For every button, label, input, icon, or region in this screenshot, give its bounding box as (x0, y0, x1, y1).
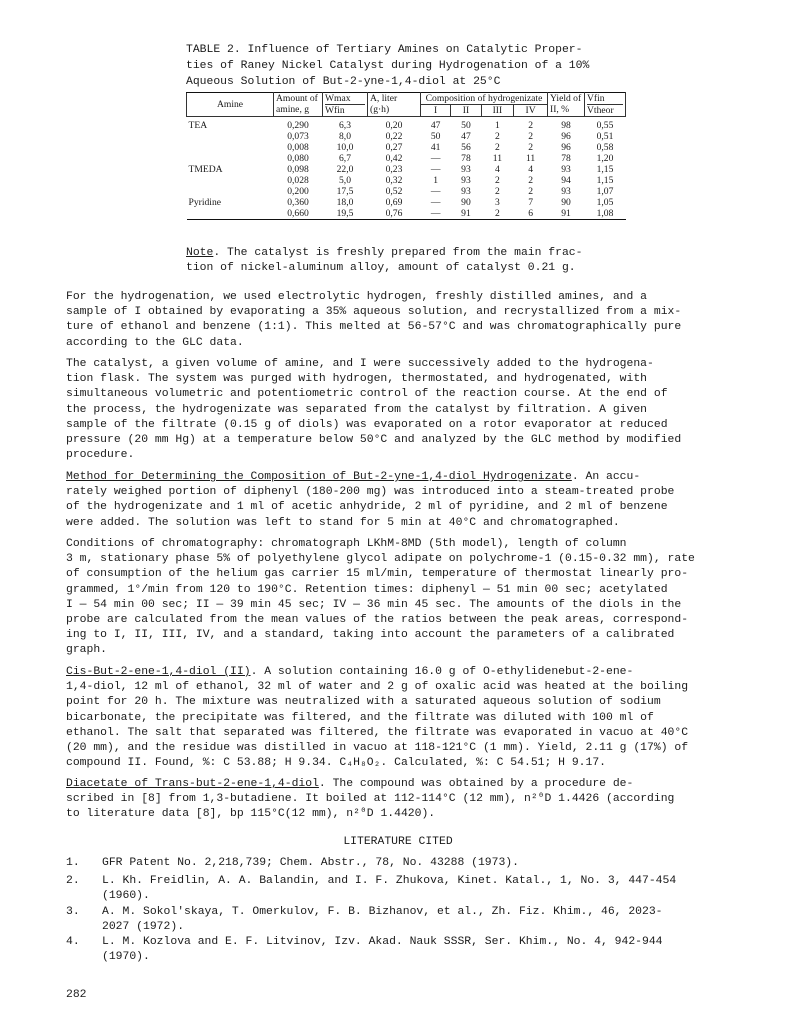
col-header-comp-ii: II (451, 105, 481, 117)
reference-number: 1. (66, 857, 80, 869)
col-header-amine: Amine (187, 93, 274, 117)
col-header-w-ratio (323, 93, 368, 117)
method-title: Method for Determining the Composition of But-2-yne-1,4-diol Hydrogenizate (66, 471, 572, 483)
cell-a: 0,23 0,32 0,52 (385, 164, 403, 197)
col-header-a: A, liter (g·h) (368, 93, 421, 117)
cell-comp-ii: 90 91 (451, 197, 481, 220)
cis-diol-body: . A solution containing 16.0 g of O-ethylidenebut-2-ene- 1,4-diol, 12 ml of ethanol, 32 ml of water and 2 g of oxalic acid was heated at the boiling point for 20 h. The mixture was neutralized with a saturated aqueous solution of sodium bicarbonate, the precipitate was filtered, and the filtrate was diluted with 100 ml of ethanol. The salt that separated was filtered, the filtrate was evaporated in vacuo at 40°C (20 mm), and the residue was distilled in vacuo at 118-121°C (1 mm). Yield, 2.11 g (17%) of compound II. Found, %: C 53.88; H 9.34. C₄H₈O₂. Calculated, %: C 54.51; H 9.17. (66, 666, 689, 770)
col-header-v-ratio (585, 93, 626, 117)
cell-amount: 0,098 0,028 0,200 (287, 164, 309, 197)
cell-comp-iii: 3 2 (481, 197, 514, 220)
table-note (186, 246, 626, 276)
diacetate-body: . The compound was obtained by a procedure de- scribed in [8] from 1,3-butadiene. It boiled at 112-114°C (12 mm), n²⁰D 1.4426 (according to literature data [8], bp 115°C(12 mm), n²⁰D 1.4420). (66, 778, 675, 821)
cell-amine: Pyridine (187, 197, 274, 220)
note-text: . The catalyst is freshly prepared from the main frac- tion of nickel-aluminum alloy, amount of catalyst 0.21 g. (186, 247, 583, 274)
cell-comp-i: — — (421, 197, 451, 220)
data-table (186, 92, 626, 220)
cell-comp-ii: 93 93 93 (461, 164, 471, 197)
method-body: . An accu- rately weighed portion of diphenyl (180-200 mg) was introduced into a steam-treated probe of the hydrogenizate and 1 ml of acetic anhydride, 2 ml of pyridine, and 2 ml of benzene were added. The solution was left to stand for 5 min at 40°C and chromatographed. (66, 471, 675, 529)
cell-comp-iv: 4 2 2 (528, 164, 533, 197)
paragraph-cis-diol (66, 665, 746, 771)
col-header-amount: Amount of amine, g (274, 93, 323, 117)
cell-comp-ii: 50 47 56 78 (461, 120, 471, 164)
reference-text: A. M. Sokol'skaya, T. Omerkulov, F. B. Bizhanov, et al., Zh. Fiz. Khim., 46, 2023- 2027 (1972). (102, 906, 663, 934)
paragraph-method (66, 470, 746, 531)
col-header-comp-iii: III (481, 105, 514, 117)
col-header-yield: Yield of II, % (548, 93, 585, 117)
col-header-composition: Composition of hydrogenizate (421, 93, 548, 105)
paragraph-diacetate (66, 777, 746, 823)
paragraph-chromatography: Conditions of chromatography: chromatograph LKhM-8MD (5th model), length of column 3 m, stationary phase 5% of polyethylene glycol adipate on polychrome-1 (0.15-0.32 mm), rate of consumption of the helium gas carrier 15 ml/min, temperature of thermostat linearly pro- grammed, 1°/min from 120 to 190°C. Retention times: diphenyl — 51 min 00 sec; acetylated I — 54 min 00 sec; II — 39 min 45 sec; IV — 36 min 45 sec. The amounts of the diols in the probe are calculated from the mean values of the ratios between the peak areas, correspond- ing to I, II, III, IV, and a standard, taking into account the parameters of a calibrated graph. (66, 538, 695, 657)
cell-yield: 98 96 96 78 (561, 120, 571, 164)
reference-text: GFR Patent No. 2,218,739; Chem. Abstr., 78, No. 43288 (1973). (102, 857, 519, 869)
col-header-comp-i: I (421, 105, 451, 117)
cell-yield: 90 91 (548, 197, 585, 220)
w-ratio-bottom: Wfin (325, 105, 345, 116)
cell-comp-iv: 2 2 2 11 (525, 120, 536, 164)
note-label: Note (186, 247, 214, 259)
cell-w: 6,3 8,0 10,0 6,7 (336, 120, 354, 164)
reference-text: L. Kh. Freidlin, A. A. Balandin, and I. F. Zhukova, Kinet. Katal., 1, No. 3, 447-454 (1960). (102, 875, 677, 903)
cell-comp-i: 47 50 41 — (430, 120, 441, 164)
table-row (187, 197, 626, 220)
cell-comp-iii: 1 2 2 11 (492, 120, 503, 164)
col-header-comp-iv: IV (514, 105, 548, 117)
v-ratio-bottom: Vtheor (587, 105, 614, 116)
cell-comp-iv: 7 6 (514, 197, 548, 220)
table-row (187, 117, 626, 165)
cell-amount: 0,360 0,660 (274, 197, 323, 220)
cell-amine: TEA (188, 120, 208, 131)
cell-amine: TMEDA (188, 164, 223, 175)
cell-a: 0,20 0,22 0,27 0,42 (385, 120, 403, 164)
paragraph-procedure: The catalyst, a given volume of amine, and I were successively added to the hydrogena- tion flask. The system was purged with hydrogen, thermostated, and hydrogenated, with simultaneous volumetric and potentiometric control of the reaction course. At the end of the process, the hydrogenizate was separated from the catalyst by filtration. A given sample of the filtrate (0.15 g of diols) was evaporated on a rotor evaporator at reduced pressure (20 mm Hg) at a temperature below 50°C and analyzed by the GLC method by modified procedure. (66, 358, 682, 462)
page-number: 282 (66, 989, 87, 1001)
reference-text: L. M. Kozlova and E. F. Litvinov, Izv. Akad. Nauk SSSR, Ser. Khim., No. 4, 942-944 (1970). (102, 936, 663, 964)
table-row (187, 164, 626, 197)
table-caption: TABLE 2. Influence of Tertiary Amines on Catalytic Proper- ties of Raney Nickel Catalyst during Hydrogenation of a 10% Aqueous Solution of But-2-yne-1,4-diol at 25°C (186, 44, 590, 88)
reference-number: 4. (66, 936, 80, 948)
cell-v: 1,05 1,08 (585, 197, 626, 220)
cell-w: 18,0 19,5 (323, 197, 368, 220)
v-ratio-top: Vfin (587, 93, 623, 105)
cell-comp-i: — 1 — (430, 164, 441, 197)
cell-comp-iii: 4 2 2 (495, 164, 500, 197)
cis-diol-title: Cis-But-2-ene-1,4-diol (II) (66, 666, 251, 678)
cell-v: 0,55 0,51 0,58 1,20 (596, 120, 614, 164)
reference-number: 2. (66, 875, 80, 887)
diacetate-title: Diacetate of Trans-but-2-ene-1,4-diol (66, 778, 319, 790)
cell-v: 1,15 1,15 1,07 (596, 164, 614, 197)
cell-a: 0,69 0,76 (368, 197, 421, 220)
reference-number: 3. (66, 906, 80, 918)
cell-amount: 0,290 0,073 0,008 0,080 (287, 120, 309, 164)
cell-yield: 93 94 93 (561, 164, 571, 197)
literature-heading: LITERATURE CITED (343, 836, 453, 848)
paragraph-materials: For the hydrogenation, we used electrolytic hydrogen, freshly distilled amines, and a sample of I obtained by evaporating a 35% aqueous solution, and recrystallized from a mix- ture of ethanol and benzene (1:1). This melted at 56-57°C and was chromatographically pure according to the GLC data. (66, 291, 682, 349)
w-ratio-top: Wmax (325, 93, 365, 105)
cell-w: 22,0 5,0 17,5 (336, 164, 354, 197)
